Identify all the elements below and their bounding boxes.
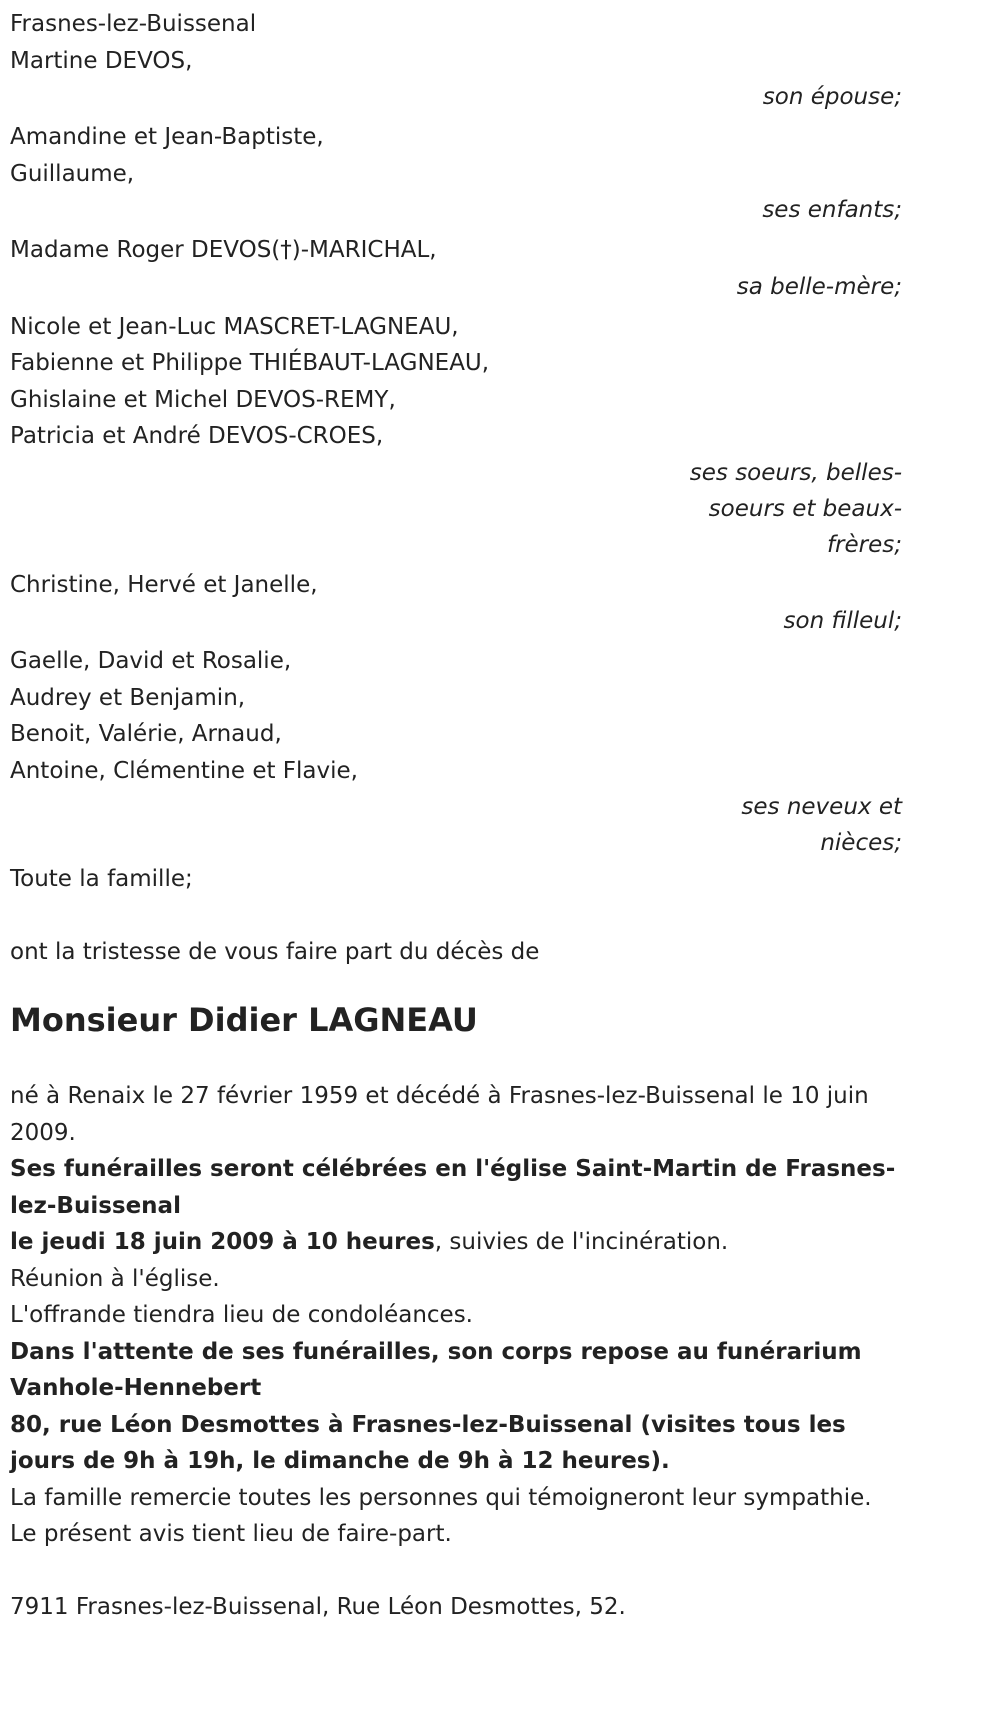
whole-family: Toute la famille;: [10, 866, 193, 892]
family-role: ses neveux et nièces;: [741, 794, 902, 856]
birth-death-info: né à Renaix le 27 février 1959 et décédé à Frasnes-lez-Buissenal le 10 juin 2009.: [10, 1083, 869, 1146]
notice-note: Le présent avis tient lieu de faire-part.: [10, 1521, 452, 1547]
funeral-church: Ses funérailles seront célébrées en l'église Saint-Martin de Frasnes-lez-Buissenal: [10, 1156, 896, 1219]
meeting-info: Réunion à l'église.: [10, 1265, 220, 1292]
funeral-date-line: [10, 1224, 902, 1261]
family-group-spouse: [10, 43, 902, 116]
family-name: Christine, Hervé et Janelle,: [10, 571, 318, 598]
funerarium-address: 80, rue Léon Desmottes à Frasnes-lez-Buissenal (visites tous les jours de 9h à 19h, le dimanche de 9h à 12 heures).: [10, 1411, 846, 1474]
family-name: Martine DEVOS,: [10, 47, 193, 74]
family-group-children: [10, 119, 902, 228]
death-notice: [10, 0, 902, 1625]
family-role: ses enfants;: [762, 197, 902, 223]
thanks-note: La famille remercie toutes les personnes qui témoigneront leur sympathie.: [10, 1484, 872, 1511]
family-name: Benoit, Valérie, Arnaud,: [10, 721, 282, 747]
family-name: Patricia et André DEVOS-CROES,: [10, 423, 384, 449]
notice-place: Frasnes-lez-Buissenal: [10, 11, 257, 37]
funeral-after: , suivies de l'incinération.: [434, 1229, 729, 1255]
deceased-name: Monsieur Didier LAGNEAU: [10, 1001, 478, 1039]
family-name: Amandine et Jean-Baptiste,: [10, 124, 324, 150]
family-group-godchild: [10, 567, 902, 640]
funerarium-info: Dans l'attente de ses funérailles, son corps repose au funérarium Vanhole-Hennebert: [10, 1338, 862, 1401]
family-group-siblings: [10, 309, 902, 563]
family-name: Madame Roger DEVOS(†)-MARICHAL,: [10, 237, 437, 263]
family-group-nephews-nieces: [10, 643, 902, 861]
family-name: Audrey et Benjamin,: [10, 684, 246, 711]
funeral-date: le jeudi 18 juin 2009 à 10 heures: [10, 1229, 435, 1255]
home-address: 7911 Frasnes-lez-Buissenal, Rue Léon Desmottes, 52.: [10, 1593, 626, 1620]
family-role: son filleul;: [783, 608, 902, 634]
family-role: ses soeurs, belles-soeurs et beaux-frères;: [689, 459, 902, 558]
offering-info: L'offrande tiendra lieu de condoléances.: [10, 1302, 473, 1328]
family-name: Fabienne et Philippe THIÉBAUT-LAGNEAU,: [10, 350, 490, 376]
family-role: son épouse;: [762, 84, 902, 110]
family-name: Nicole et Jean-Luc MASCRET-LAGNEAU,: [10, 313, 459, 340]
family-name: Guillaume,: [10, 160, 135, 187]
family-name: Ghislaine et Michel DEVOS-REMY,: [10, 386, 396, 413]
family-name: Gaelle, David et Rosalie,: [10, 648, 292, 674]
family-name: Antoine, Clémentine et Flavie,: [10, 757, 358, 784]
family-role: sa belle-mère;: [736, 273, 902, 300]
family-group-mother-in-law: [10, 232, 902, 305]
announcement: ont la tristesse de vous faire part du décès de: [10, 938, 540, 965]
